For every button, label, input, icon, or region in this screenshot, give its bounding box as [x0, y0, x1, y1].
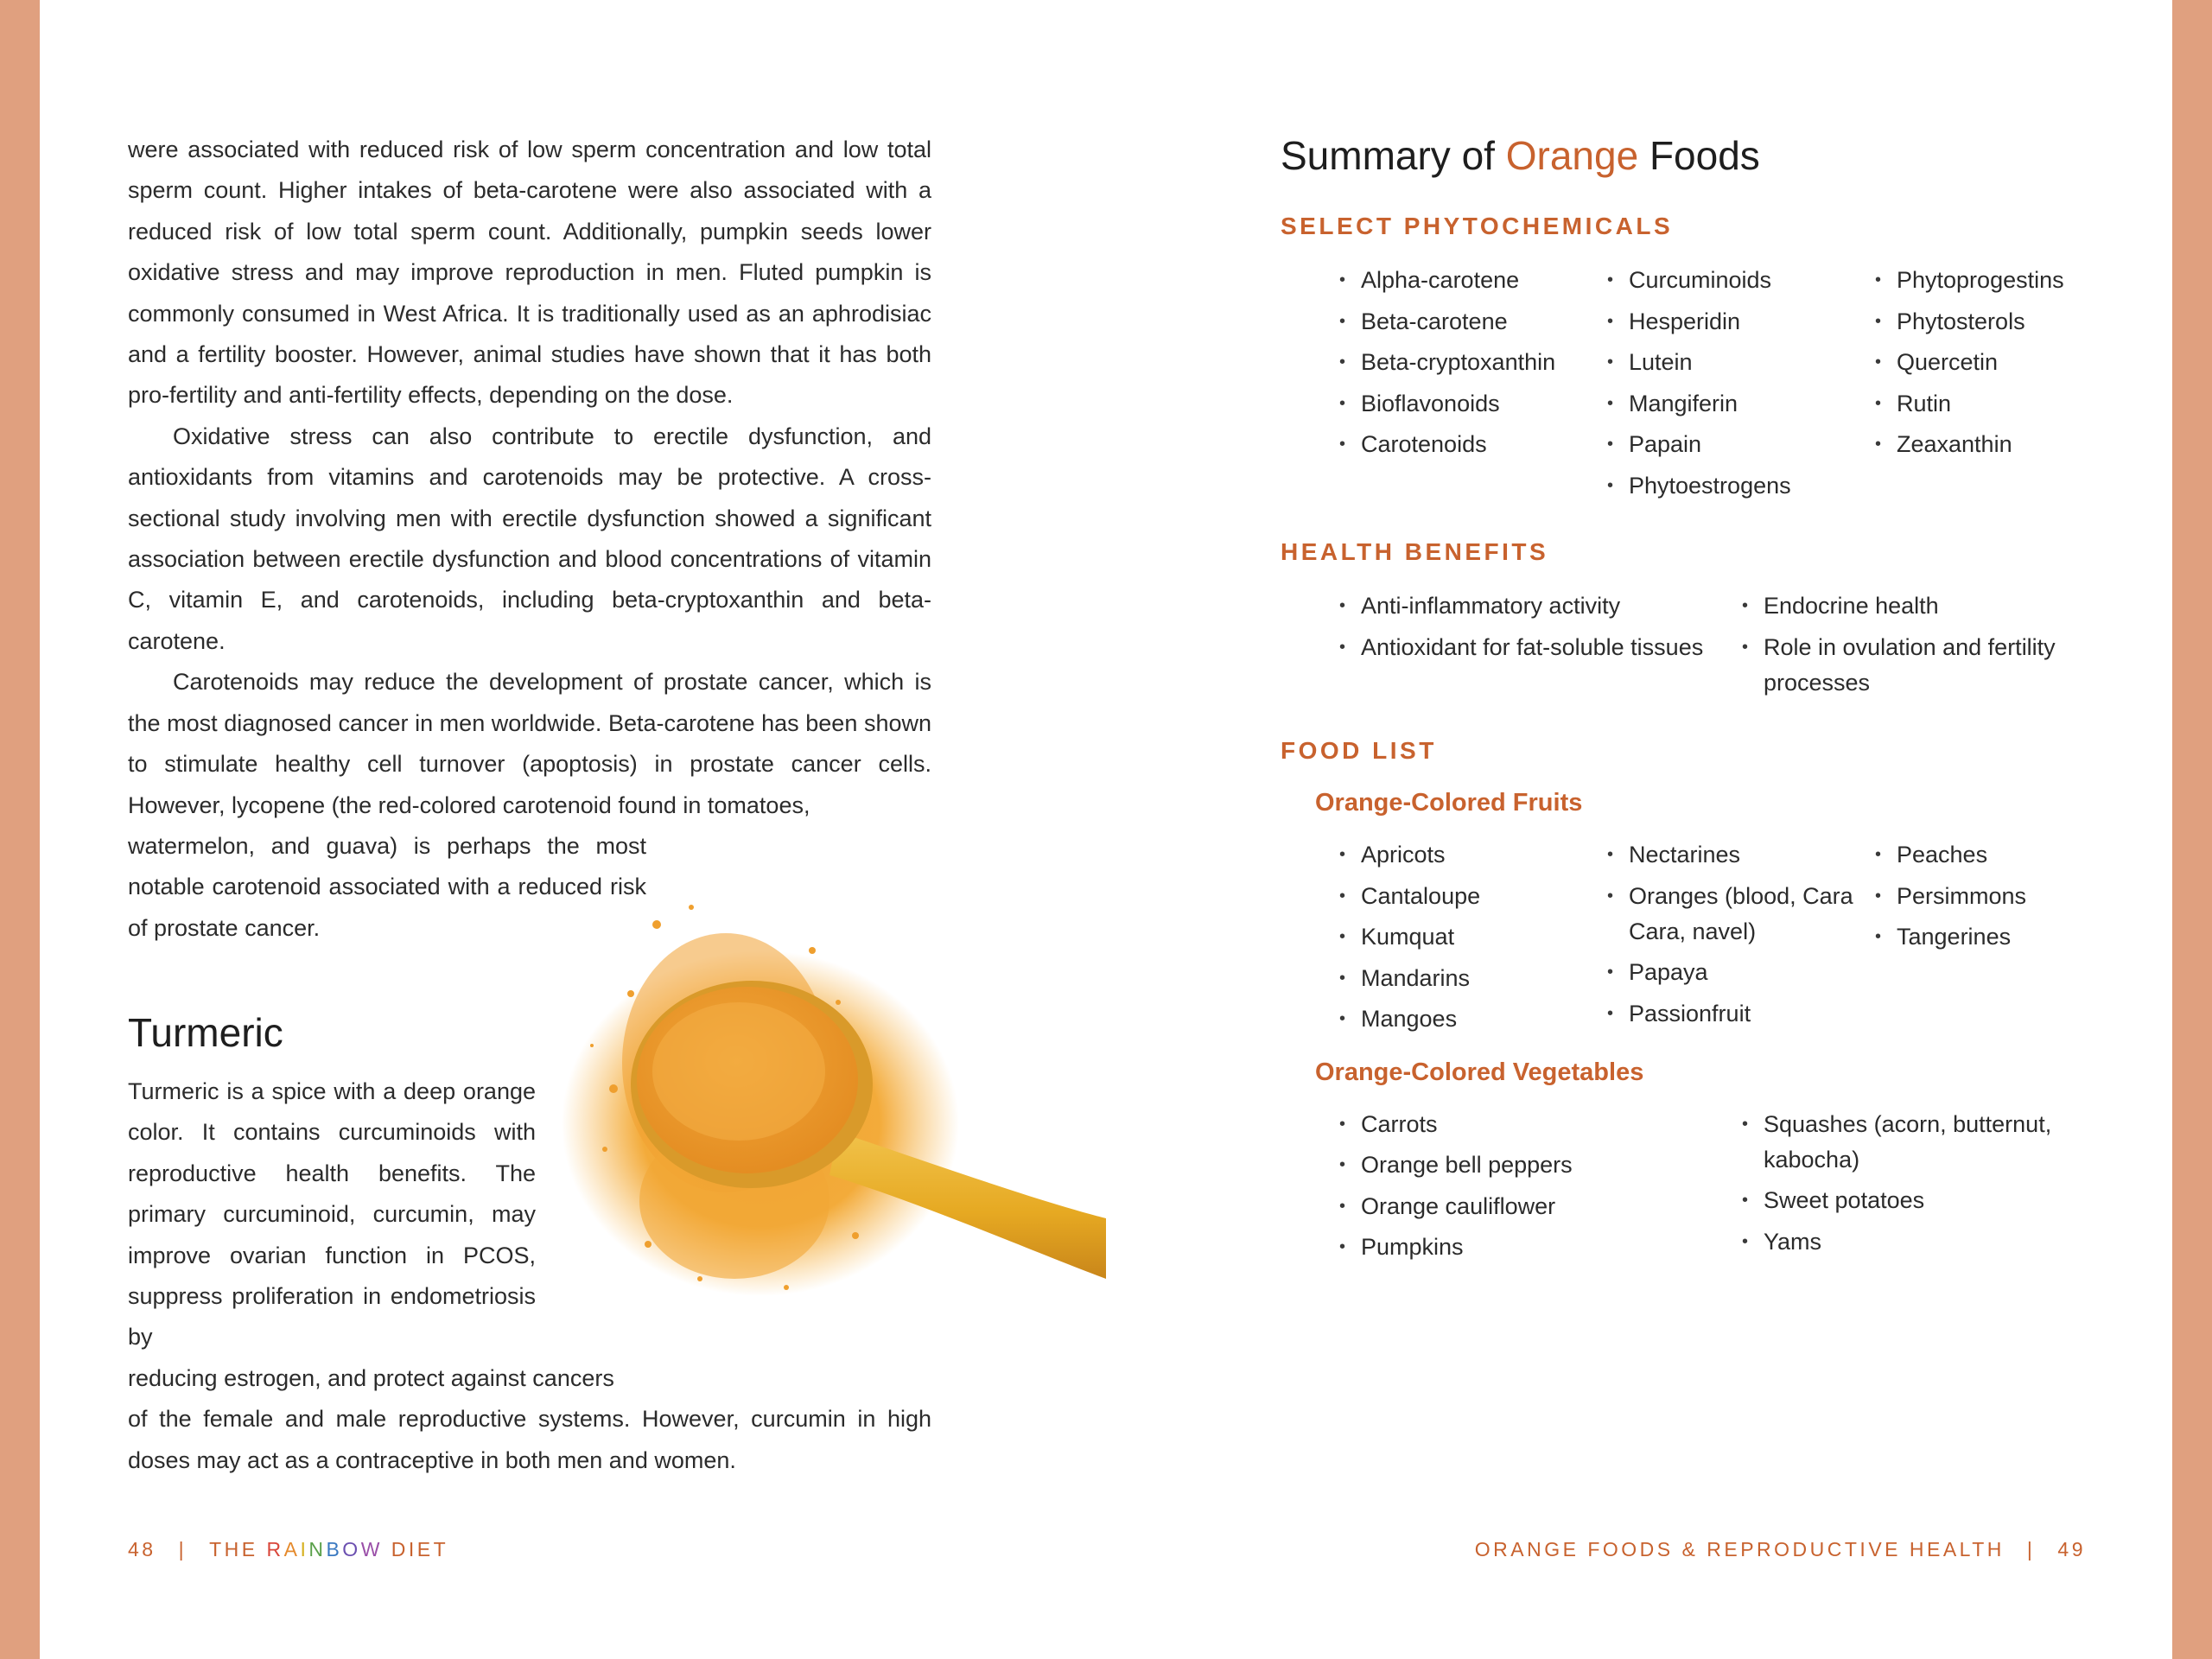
- rainbow-letter: A: [283, 1538, 301, 1560]
- list-item: • Zeaxanthin: [1875, 427, 2143, 462]
- list-item: • Mangiferin: [1607, 386, 1875, 422]
- list-item: • Oranges (blood, Cara Cara, navel): [1607, 879, 1875, 950]
- rainbow-letter: B: [326, 1538, 343, 1560]
- rainbow-letter: N: [308, 1538, 327, 1560]
- list-item: • Papaya: [1607, 955, 1875, 990]
- rainbow-letter: R: [266, 1538, 284, 1560]
- phytochemicals-heading: SELECT PHYTOCHEMICALS: [1281, 213, 1674, 239]
- list-item: • Mandarins: [1339, 961, 1607, 996]
- list-item: • Tangerines: [1875, 919, 2143, 955]
- footer-right: [1475, 1538, 2086, 1561]
- book-title-pre: THE: [209, 1538, 267, 1560]
- fruits-column: [1607, 837, 1875, 1043]
- phytochemicals-list: [1339, 263, 2145, 509]
- body-paragraph: were associated with reduced risk of low sperm concentration and low total sperm count. Higher intakes of beta-carotene were also associated with a reduced risk of low total sperm count. Additionally, pumpkin seeds lower oxidative stress and may improve reproduction in men. Fluted pumpkin is commonly consumed in West Africa. It is traditionally used as an aphrodisiac and a fertility booster. However, animal studies have shown that it has both pro-fertility and anti-fertility effects, depending on the dose.: [128, 137, 931, 409]
- body-paragraph: Oxidative stress can also contribute to erectile dysfunction, and antioxidants from vitamins and carotenoids may be protective. A cross-sectional study involving men with erectile dysfunction showed a significant association between erectile dysfunction and blood concentrations of vitamin C, vitamin E, and carotenoids, including beta-cryptoxanthin and beta-carotene.: [128, 423, 931, 654]
- right-page-body: [1281, 121, 2145, 1271]
- list-item: • Anti-inflammatory activity: [1339, 588, 1742, 624]
- turmeric-paragraph-wrapped: reducing estrogen, and protect against cancers: [128, 1364, 614, 1391]
- phytochemicals-column: [1339, 263, 1607, 509]
- list-item: • Bioflavonoids: [1339, 386, 1607, 422]
- list-item: • Sweet potatoes: [1742, 1183, 2145, 1218]
- body-paragraph-wrapped: watermelon, and guava) is perhaps the most notable carotenoid associated with a reduced risk of prostate cancer.: [128, 832, 646, 941]
- list-item: • Yams: [1742, 1224, 2145, 1260]
- list-item: • Squashes (acorn, butternut, kabocha): [1742, 1107, 2145, 1178]
- list-item: • Phytoprogestins: [1875, 263, 2143, 298]
- list-item: • Endocrine health: [1742, 588, 2145, 624]
- fruits-column: [1875, 837, 2143, 1043]
- list-item: • Kumquat: [1339, 919, 1607, 955]
- list-item: • Beta-cryptoxanthin: [1339, 345, 1607, 380]
- list-item: • Carotenoids: [1339, 427, 1607, 462]
- page-number-left: 48: [128, 1538, 156, 1560]
- turmeric-body: [128, 1071, 931, 1481]
- list-item: • Persimmons: [1875, 879, 2143, 914]
- list-item: • Mangoes: [1339, 1001, 1607, 1037]
- phytochemicals-column: [1875, 263, 2143, 509]
- food-list-heading: FOOD LIST: [1281, 737, 1437, 764]
- list-item: • Apricots: [1339, 837, 1607, 873]
- health-benefits-column: [1742, 588, 2145, 706]
- book-title-post: DIET: [382, 1538, 449, 1560]
- list-item: • Rutin: [1875, 386, 2143, 422]
- turmeric-paragraph: of the female and male reproductive systems. However, curcumin in high doses may act as a contraceptive in both men and women.: [128, 1406, 931, 1473]
- footer-separator: |: [2026, 1538, 2036, 1560]
- list-item: • Hesperidin: [1607, 304, 1875, 340]
- vegetables-column: [1339, 1107, 1742, 1271]
- rainbow-letter: O: [342, 1538, 361, 1560]
- turmeric-heading: Turmeric: [128, 1010, 283, 1055]
- phytochemicals-column: [1607, 263, 1875, 509]
- list-item: • Quercetin: [1875, 345, 2143, 380]
- summary-title-pre: Summary of: [1281, 133, 1506, 178]
- list-item: • Passionfruit: [1607, 996, 1875, 1032]
- summary-title: [1281, 121, 2145, 190]
- list-item: • Carrots: [1339, 1107, 1742, 1142]
- fruits-column: [1339, 837, 1607, 1043]
- rainbow-letter: I: [300, 1538, 309, 1560]
- turmeric-paragraph-wrapped: Turmeric is a spice with a deep orange color. It contains curcuminoids with reproductive health benefits. The primary curcuminoid, curcumin, may improve ovarian function in PCOS, suppress proliferation in endometriosis by: [128, 1078, 536, 1351]
- summary-title-post: Foods: [1638, 133, 1760, 178]
- health-benefits-column: [1339, 588, 1742, 706]
- list-item: • Phytoestrogens: [1607, 468, 1875, 504]
- list-item: • Orange cauliflower: [1339, 1189, 1742, 1224]
- right-page-edge: [2172, 0, 2212, 1659]
- footer-left: [128, 1538, 448, 1561]
- list-item: • Antioxidant for fat-soluble tissues: [1339, 630, 1742, 665]
- chapter-title: ORANGE FOODS & REPRODUCTIVE HEALTH: [1474, 1538, 2005, 1560]
- fruits-heading: Orange-Colored Fruits: [1315, 789, 1583, 817]
- list-item: • Cantaloupe: [1339, 879, 1607, 914]
- list-item: • Nectarines: [1607, 837, 1875, 873]
- vegetables-heading: Orange-Colored Vegetables: [1315, 1058, 1644, 1086]
- list-item: • Curcuminoids: [1607, 263, 1875, 298]
- list-item: • Lutein: [1607, 345, 1875, 380]
- list-item: • Peaches: [1875, 837, 2143, 873]
- list-item: • Role in ovulation and fertility processes: [1742, 630, 2145, 701]
- vegetables-list: [1339, 1107, 2145, 1271]
- fruits-list: [1339, 837, 2145, 1043]
- list-item: • Alpha-carotene: [1339, 263, 1607, 298]
- list-item: • Phytosterols: [1875, 304, 2143, 340]
- list-item: • Beta-carotene: [1339, 304, 1607, 340]
- list-item: • Pumpkins: [1339, 1230, 1742, 1265]
- page-number-right: 49: [2057, 1538, 2086, 1560]
- list-item: • Orange bell peppers: [1339, 1147, 1742, 1183]
- summary-title-accent: Orange: [1505, 133, 1639, 178]
- left-page-body: [128, 130, 931, 949]
- left-page-edge: [0, 0, 40, 1659]
- health-benefits-heading: HEALTH BENEFITS: [1281, 538, 1549, 565]
- body-paragraph: Carotenoids may reduce the development of prostate cancer, which is the most diagnosed cancer in men worldwide. Beta-carotene has been shown to stimulate healthy cell turnover (apoptosis) in prostate cancer cells. However, lycopene (the red-colored carotenoid found in tomatoes,: [128, 669, 931, 818]
- vegetables-column: [1742, 1107, 2145, 1271]
- rainbow-letter: W: [360, 1538, 383, 1560]
- footer-separator: |: [178, 1538, 188, 1560]
- health-benefits-list: [1339, 588, 2145, 706]
- list-item: • Papain: [1607, 427, 1875, 462]
